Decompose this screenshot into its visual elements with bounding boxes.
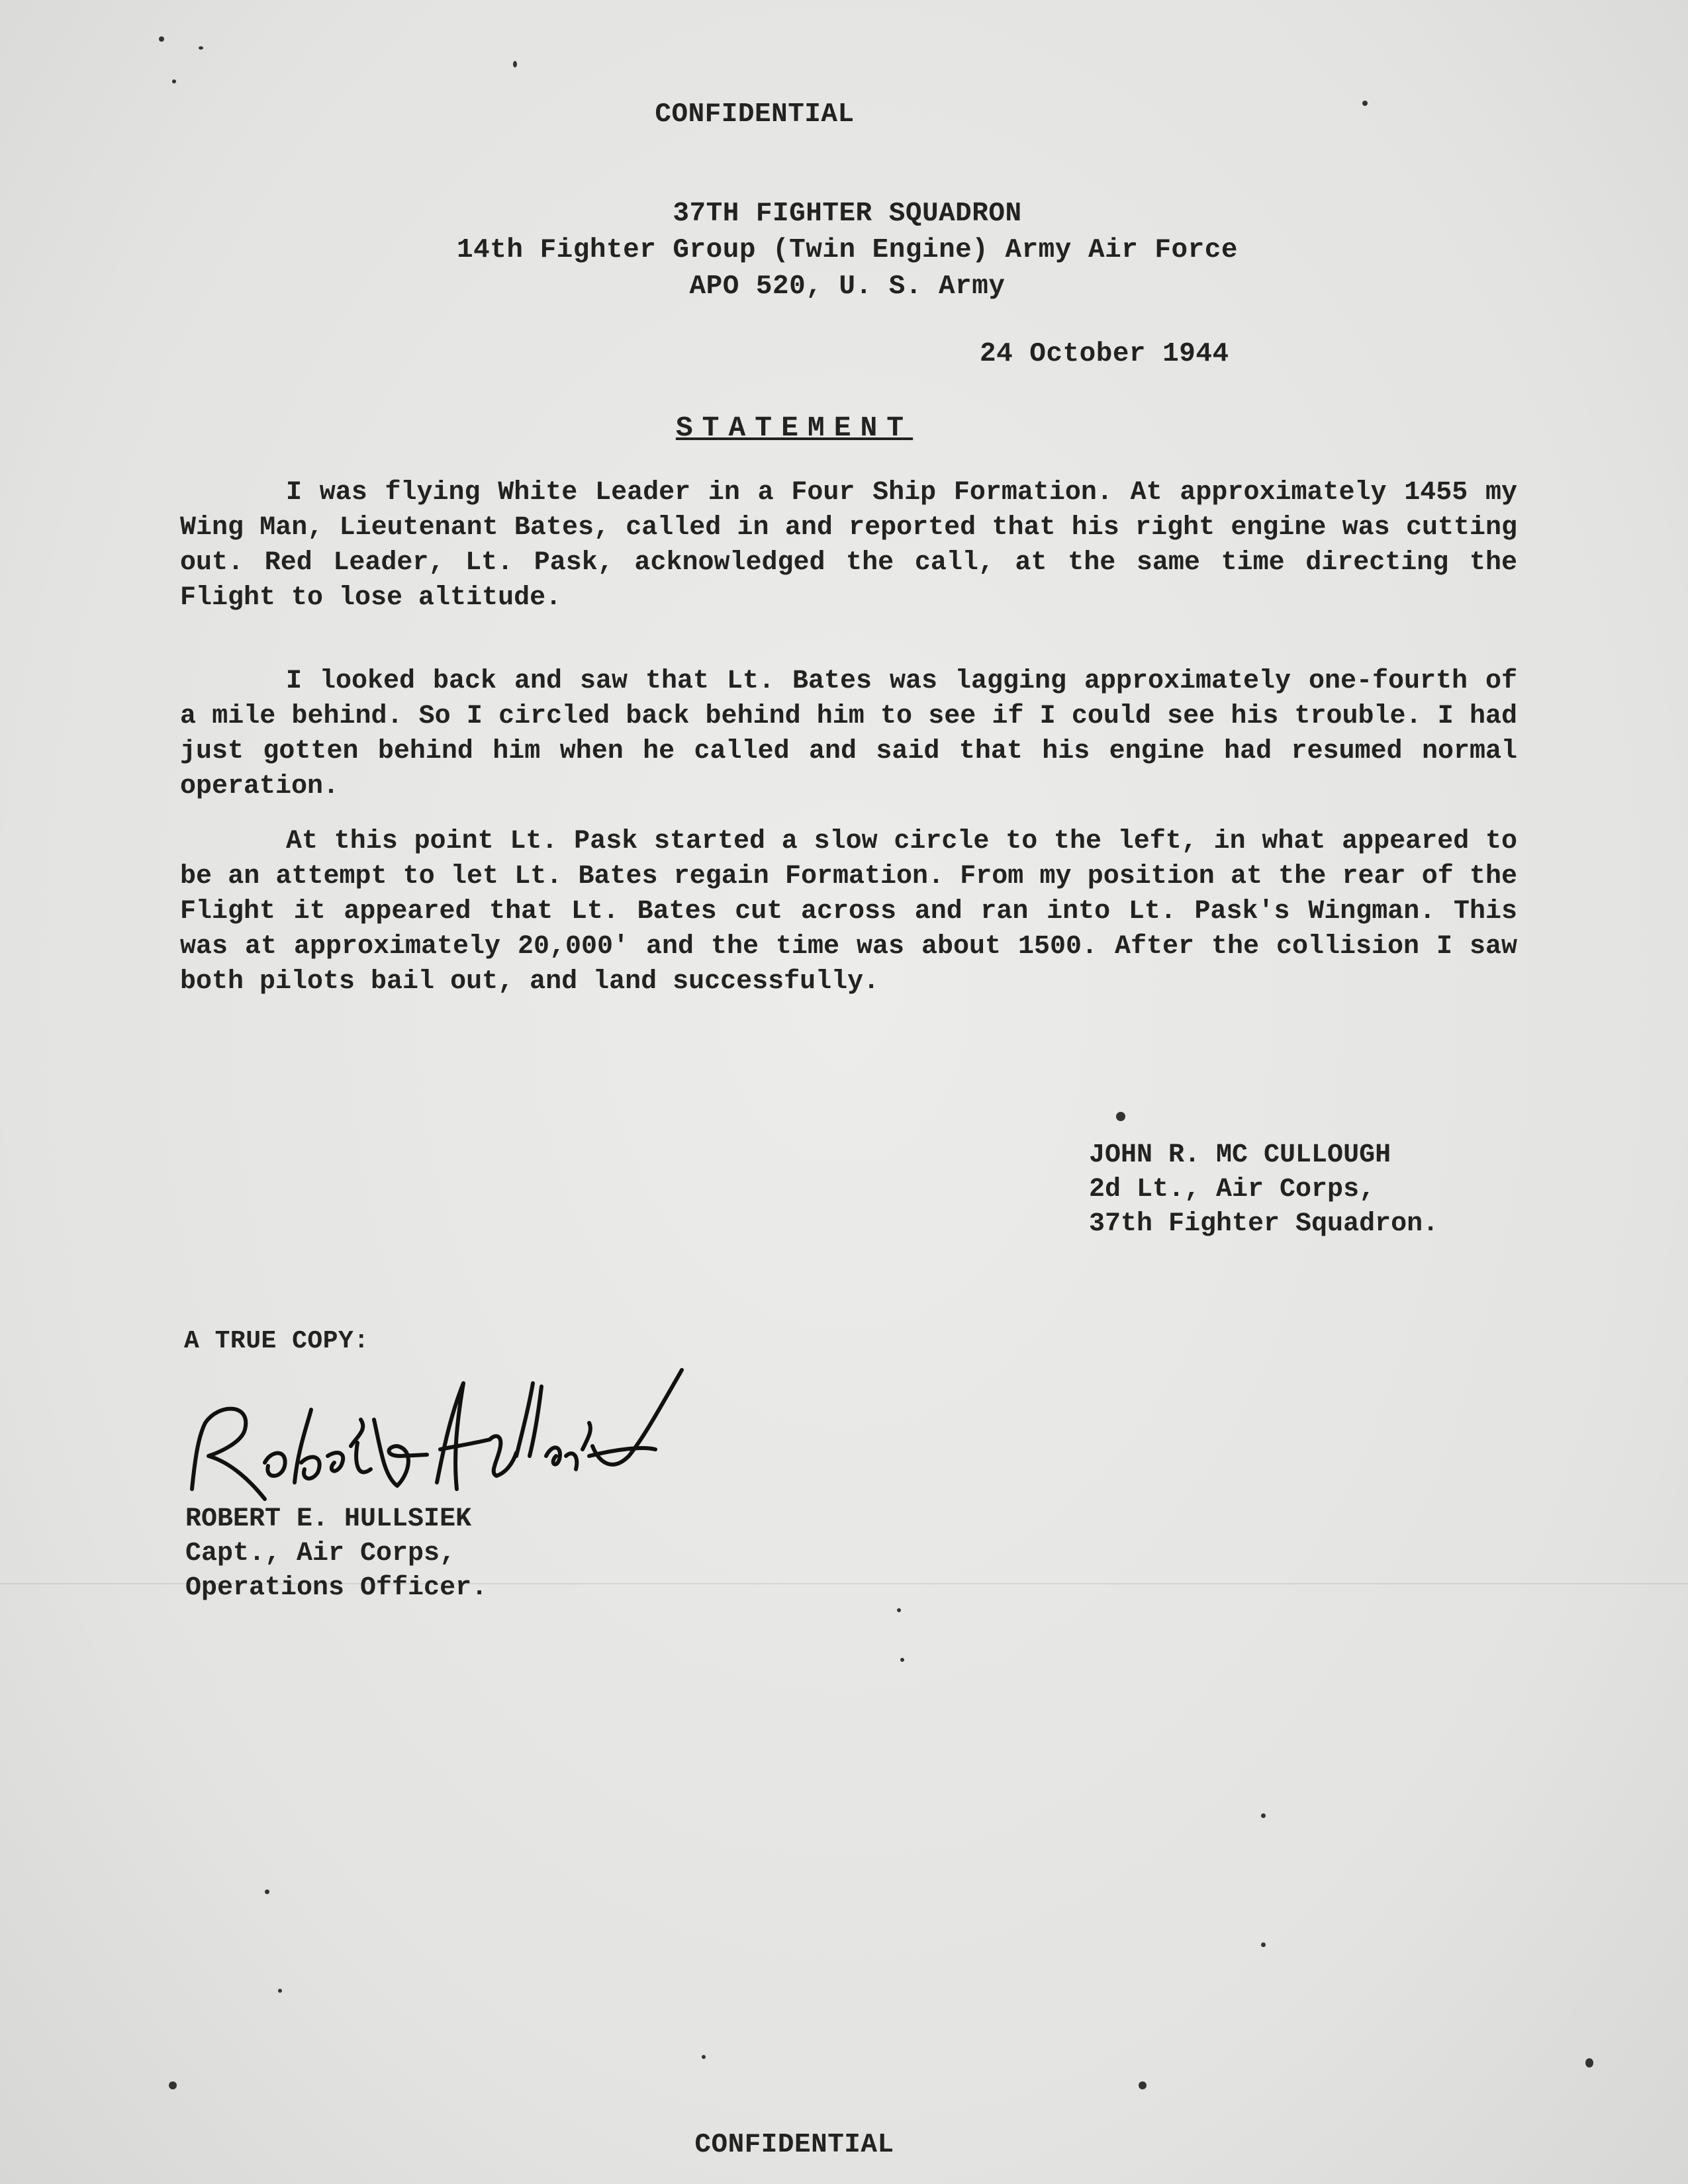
author-signature-block (1089, 1138, 1438, 1242)
statement-paragraph-1: I was flying White Leader in a Four Ship Formation. At approximately 1455 my Wing Man, Lieutenant Bates, called in and reported that his right engine was cutting out. Red Leader, Lt. Pask, acknowledged the call, at the same time directing the Flight to lose altitude. (180, 478, 1517, 613)
scan-speck (172, 79, 176, 83)
scan-speck (900, 1658, 904, 1662)
scan-speck (278, 1989, 282, 1993)
letterhead-group: 14th Fighter Group (Twin Engine) Army Air Force (457, 235, 1238, 265)
certifier-name: ROBERT E. HULLSIEK (185, 1504, 472, 1534)
scan-speck (1362, 101, 1368, 106)
letterhead-squadron: 37TH FIGHTER SQUADRON (673, 199, 1022, 229)
certifier-rank: Capt., Air Corps, (185, 1539, 456, 1569)
scan-speck (169, 2081, 177, 2089)
statement-title: STATEMENT (675, 412, 914, 444)
author-rank: 2d Lt., Air Corps, (1089, 1175, 1376, 1205)
scan-speck (1116, 1112, 1125, 1121)
scan-speck (1261, 1813, 1266, 1818)
classification-footer: CONFIDENTIAL (694, 2130, 894, 2160)
scan-speck (897, 1608, 901, 1612)
scan-speck (159, 36, 164, 42)
scan-speck (1585, 2058, 1593, 2068)
scan-speck (199, 46, 203, 50)
statement-paragraph-3: At this point Lt. Pask started a slow circle to the left, in what appeared to be an attempt to let Lt. Bates regain Formation. From my position at the rear of the Flight it appeared that Lt. Bates cut across and ran into Lt. Pask's Wingman. This was at approximately 20,000' and the time was about 1500. After the collision I saw both pilots bail out, and land successfully. (180, 827, 1517, 997)
scan-speck (702, 2055, 706, 2059)
letterhead-apo: APO 520, U. S. Army (689, 271, 1006, 302)
scan-speck (265, 1889, 269, 1894)
statement-paragraph-2: I looked back and saw that Lt. Bates was lagging approximately one-fourth of a mile behind. So I circled back behind him to see if I could see his trouble. I had just gotten behind him when he called and said that his engine had resumed normal operation. (180, 666, 1517, 801)
classification-header: CONFIDENTIAL (655, 99, 855, 130)
scan-speck (1139, 2081, 1147, 2089)
author-unit: 37th Fighter Squadron. (1089, 1209, 1439, 1239)
scan-speck (513, 61, 517, 68)
scan-speck (1261, 1942, 1266, 1947)
certifier-signature-block (185, 1502, 487, 1606)
document-date: 24 October 1944 (980, 339, 1229, 369)
author-name: JOHN R. MC CULLOUGH (1089, 1140, 1391, 1170)
certifier-title: Operations Officer. (185, 1573, 488, 1603)
true-copy-label: A TRUE COPY: (184, 1327, 369, 1355)
